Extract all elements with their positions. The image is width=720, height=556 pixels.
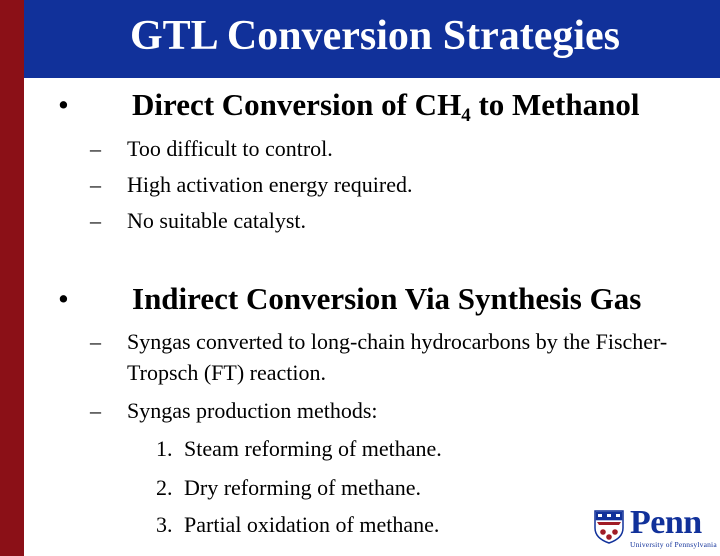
- penn-shield-icon: [594, 510, 624, 544]
- sub-bullet-text: No suitable catalyst.: [127, 208, 307, 233]
- sub-bullet-text: Syngas converted to long-chain hydrocarbons by the Fischer-Tropsch (FT) reaction.: [127, 329, 668, 385]
- sub-bullet-text: Syngas production methods:: [127, 398, 378, 423]
- penn-logo: [594, 504, 717, 552]
- bullet-heading: Direct Conversion of $CH_4$ to Methanol: [132, 87, 640, 126]
- item-number: 3.: [156, 512, 173, 537]
- slide-title: GTL Conversion Strategies: [130, 13, 620, 59]
- penn-subtitle: University of Pennsylvania: [630, 540, 717, 549]
- sub-bullet-text: Too difficult to control.: [127, 136, 333, 161]
- slide-content: [24, 78, 720, 556]
- dash-glyph: –: [90, 329, 101, 354]
- penn-wordmark: Penn: [630, 504, 702, 541]
- dash-glyph: –: [90, 172, 101, 197]
- item-number: 1.: [156, 436, 173, 461]
- bullet-heading: Indirect Conversion Via Synthesis Gas: [132, 281, 642, 316]
- left-accent-bar: [0, 0, 24, 556]
- sub-bullet-text: High activation energy required.: [127, 172, 413, 197]
- bullet-glyph: •: [58, 87, 69, 122]
- item-number: 2.: [156, 475, 173, 500]
- title-bar: [24, 0, 720, 78]
- dash-glyph: –: [90, 208, 101, 233]
- item-text: Partial oxidation of methane.: [184, 512, 440, 537]
- subscript-4: 4: [461, 105, 471, 126]
- item-text: Dry reforming of methane.: [184, 475, 422, 500]
- dash-glyph: –: [90, 136, 101, 161]
- dash-glyph: –: [90, 398, 101, 423]
- item-text: Steam reforming of methane.: [184, 436, 442, 461]
- bullet-glyph: •: [58, 281, 69, 316]
